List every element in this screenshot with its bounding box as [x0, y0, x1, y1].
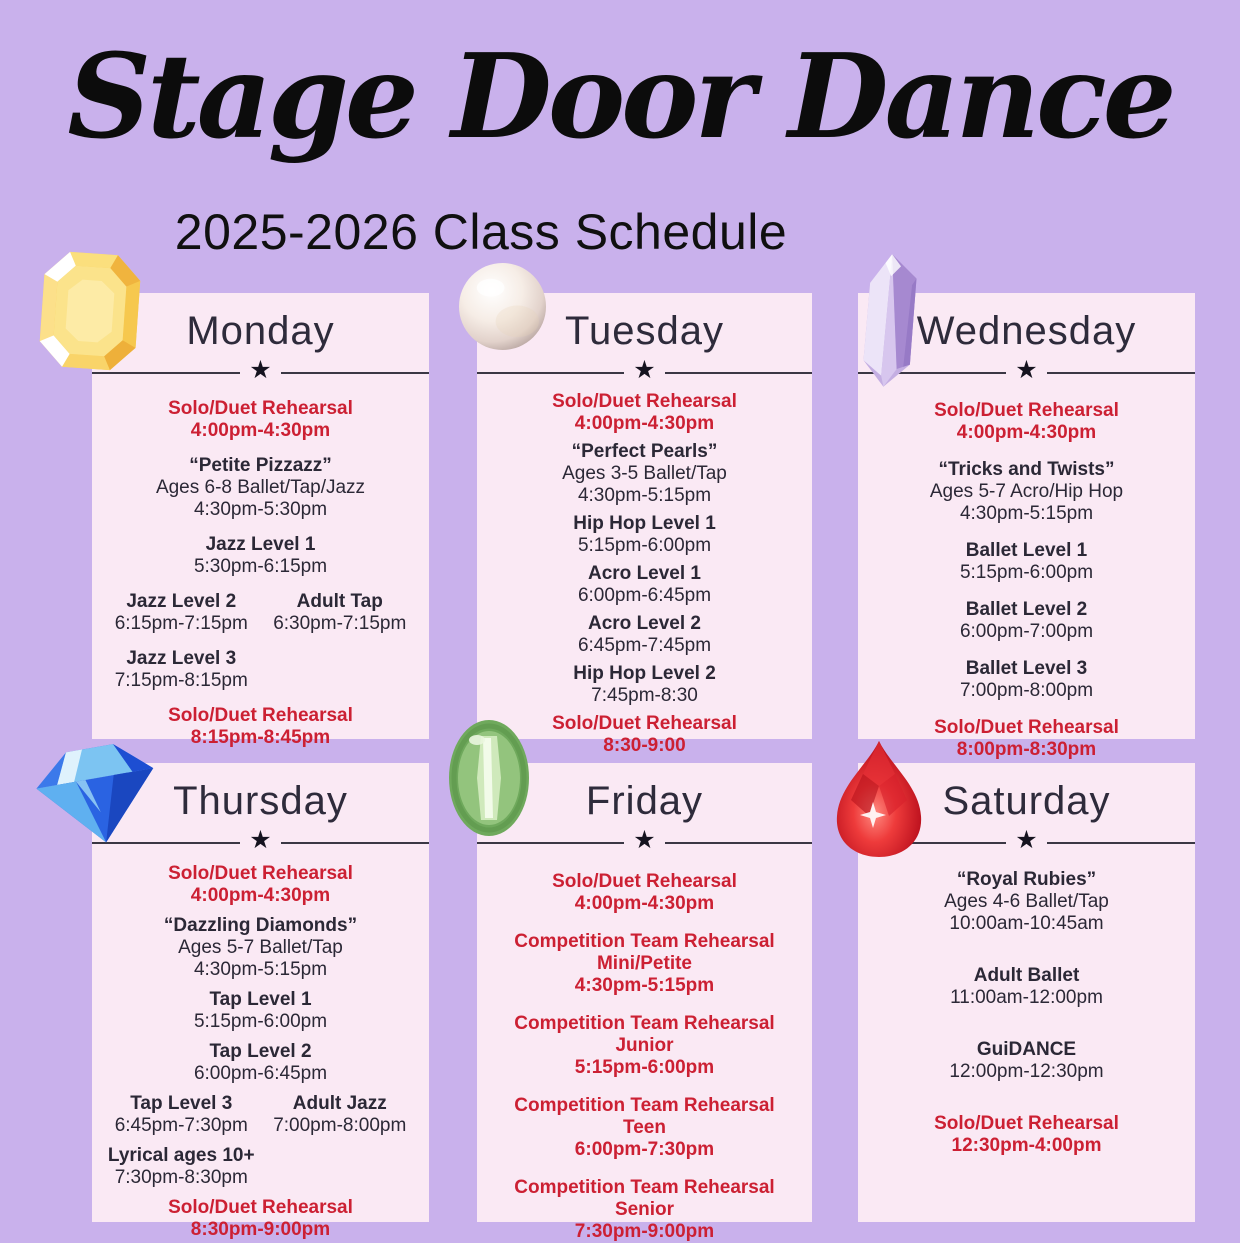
rehearsal-time: 4:00pm-4:30pm — [956, 422, 1097, 443]
rehearsal-name: Competition Team Rehearsal — [514, 1013, 775, 1034]
rehearsal-name: Solo/Duet Rehearsal — [168, 863, 353, 884]
class-entry-row — [102, 1093, 419, 1137]
class-name: Ballet Level 2 — [965, 599, 1088, 620]
class-entry — [868, 869, 1185, 935]
rehearsal-name: Solo/Duet Rehearsal — [552, 713, 737, 734]
class-time: 6:45pm-7:30pm — [114, 1115, 248, 1136]
class-entry — [261, 591, 420, 635]
divider-line — [281, 842, 429, 844]
pearl-icon — [458, 262, 547, 351]
class-time: 6:00pm-6:45pm — [193, 1063, 328, 1084]
class-entry — [102, 1145, 261, 1189]
class-time: 11:00am-12:00pm — [950, 987, 1103, 1008]
class-entry-row — [102, 591, 419, 635]
rehearsal-name: Competition Team Rehearsal — [514, 931, 775, 952]
red-ruby-icon — [833, 738, 925, 860]
class-name: Hip Hop Level 1 — [573, 513, 716, 534]
class-ages: Ages 5-7 Ballet/Tap — [178, 937, 343, 958]
class-ages: Ages 3-5 Ballet/Tap — [562, 463, 727, 484]
class-name: Ballet Level 1 — [965, 540, 1088, 561]
rehearsal-group: Mini/Petite — [596, 953, 692, 974]
rehearsal-time: 4:00pm-4:30pm — [574, 893, 715, 914]
rehearsal-name: Solo/Duet Rehearsal — [168, 705, 353, 726]
schedule-list — [858, 383, 1195, 761]
rehearsal-entry — [487, 1095, 802, 1161]
rehearsal-name: Solo/Duet Rehearsal — [168, 1197, 353, 1218]
schedule-list — [477, 853, 812, 1243]
rehearsal-entry — [487, 871, 802, 915]
star-divider — [477, 356, 812, 384]
divider-line — [1047, 842, 1195, 844]
rehearsal-time: 4:00pm-4:30pm — [574, 413, 715, 434]
class-entry — [102, 1093, 261, 1137]
class-name: “Petite Pizzazz” — [189, 455, 332, 476]
class-entry — [868, 599, 1185, 643]
star-icon: ★ — [633, 356, 656, 384]
class-name: GuiDANCE — [976, 1039, 1077, 1060]
star-icon: ★ — [249, 826, 272, 854]
rehearsal-entry — [868, 1113, 1185, 1157]
blue-diamond-icon — [28, 738, 166, 848]
rehearsal-name: Solo/Duet Rehearsal — [552, 391, 737, 412]
rehearsal-name: Solo/Duet Rehearsal — [168, 398, 353, 419]
star-icon: ★ — [633, 826, 656, 854]
rehearsal-entry — [487, 931, 802, 997]
divider-line — [281, 372, 429, 374]
class-entry — [261, 1093, 420, 1137]
class-time: 12:00pm-12:30pm — [949, 1061, 1104, 1082]
rehearsal-group: Senior — [614, 1199, 675, 1220]
class-entry — [102, 534, 419, 578]
class-time: 4:30pm-5:15pm — [959, 503, 1094, 524]
day-title-friday: Friday — [585, 779, 704, 823]
class-name: Ballet Level 3 — [965, 658, 1088, 679]
class-entry — [102, 1041, 419, 1085]
class-entry — [868, 1039, 1185, 1083]
rehearsal-group: Junior — [615, 1035, 674, 1056]
class-entry — [102, 915, 419, 981]
rehearsal-entry — [487, 391, 802, 435]
day-card-tuesday — [477, 293, 812, 756]
rehearsal-name: Competition Team Rehearsal — [514, 1095, 775, 1116]
class-time: 6:00pm-6:45pm — [577, 585, 712, 606]
class-ages: Ages 4-6 Ballet/Tap — [944, 891, 1109, 912]
class-entry — [868, 965, 1185, 1009]
rehearsal-entry — [487, 713, 802, 757]
class-name: Adult Tap — [296, 591, 383, 612]
divider-line — [665, 842, 812, 844]
rehearsal-time: 6:00pm-7:30pm — [574, 1139, 715, 1160]
rehearsal-time: 7:30pm-9:00pm — [574, 1221, 715, 1242]
rehearsal-time: 4:00pm-4:30pm — [190, 420, 331, 441]
rehearsal-name: Solo/Duet Rehearsal — [552, 871, 737, 892]
class-time: 7:00pm-8:00pm — [959, 680, 1094, 701]
rehearsal-time: 5:15pm-6:00pm — [574, 1057, 715, 1078]
class-ages: Ages 6-8 Ballet/Tap/Jazz — [155, 477, 366, 498]
class-time: 4:30pm-5:15pm — [577, 485, 712, 506]
class-name: Adult Jazz — [292, 1093, 387, 1114]
class-time: 4:30pm-5:30pm — [193, 499, 328, 520]
class-name: Jazz Level 3 — [126, 648, 237, 669]
class-time: 6:15pm-7:15pm — [114, 613, 248, 634]
star-icon: ★ — [249, 356, 272, 384]
schedule-subtitle: 2025-2026 Class Schedule — [174, 204, 788, 260]
class-entry — [868, 540, 1185, 584]
class-time: 5:15pm-6:00pm — [193, 1011, 328, 1032]
class-name: Tap Level 2 — [209, 1041, 312, 1062]
schedule-list — [858, 853, 1195, 1157]
rehearsal-entry — [102, 863, 419, 907]
rehearsal-time: 8:15pm-8:45pm — [190, 727, 331, 748]
day-title-tuesday: Tuesday — [565, 309, 724, 353]
rehearsal-entry — [487, 1177, 802, 1243]
class-time: 7:15pm-8:15pm — [114, 670, 248, 691]
class-entry — [487, 563, 802, 607]
class-entry-empty — [261, 648, 420, 692]
divider-line — [477, 842, 624, 844]
class-name: Acro Level 2 — [588, 613, 701, 634]
class-time: 10:00am-10:45am — [949, 913, 1104, 934]
class-time: 5:15pm-6:00pm — [577, 535, 712, 556]
rehearsal-entry — [102, 398, 419, 442]
class-name: “Royal Rubies” — [956, 869, 1097, 890]
rehearsal-entry — [868, 400, 1185, 444]
class-time: 6:45pm-7:45pm — [577, 635, 712, 656]
class-entry — [102, 591, 261, 635]
class-name: “Perfect Pearls” — [571, 441, 718, 462]
rehearsal-time: 8:30-9:00 — [603, 735, 686, 756]
class-time: 7:00pm-8:00pm — [273, 1115, 407, 1136]
schedule-list — [477, 383, 812, 757]
class-time: 5:15pm-6:00pm — [959, 562, 1094, 583]
class-entry — [487, 513, 802, 557]
class-time: 6:30pm-7:15pm — [273, 613, 407, 634]
class-name: Tap Level 3 — [130, 1093, 233, 1114]
star-divider — [92, 356, 429, 384]
class-entry — [487, 441, 802, 507]
rehearsal-time: 8:00pm-8:30pm — [956, 739, 1097, 760]
green-oval-gem-icon — [447, 718, 531, 838]
schedule-list — [92, 853, 429, 1241]
class-entry-empty — [261, 1145, 420, 1189]
day-title-monday: Monday — [186, 309, 335, 353]
rehearsal-group: Teen — [623, 1117, 666, 1138]
class-name: Jazz Level 2 — [126, 591, 237, 612]
purple-crystal-icon — [844, 252, 936, 390]
rehearsal-name: Solo/Duet Rehearsal — [934, 400, 1119, 421]
rehearsal-entry — [487, 1013, 802, 1079]
day-title-saturday: Saturday — [942, 779, 1111, 823]
class-entry — [102, 989, 419, 1033]
rehearsal-entry — [102, 1197, 419, 1241]
class-name: “Dazzling Diamonds” — [163, 915, 358, 936]
class-entry — [868, 658, 1185, 702]
star-icon: ★ — [1015, 826, 1038, 854]
class-name: Lyrical ages 10+ — [107, 1145, 255, 1166]
class-entry-row — [102, 1145, 419, 1189]
day-title-wednesday: Wednesday — [916, 309, 1137, 353]
class-entry — [487, 663, 802, 707]
class-name: Jazz Level 1 — [205, 534, 316, 555]
class-name: “Tricks and Twists” — [938, 459, 1115, 480]
rehearsal-name: Solo/Duet Rehearsal — [934, 717, 1119, 738]
class-time: 7:30pm-8:30pm — [114, 1167, 248, 1188]
rehearsal-time: 4:00pm-4:30pm — [190, 885, 331, 906]
class-time: 6:00pm-7:00pm — [959, 621, 1094, 642]
class-name: Adult Ballet — [973, 965, 1080, 986]
rehearsal-name: Competition Team Rehearsal — [514, 1177, 775, 1198]
rehearsal-time: 8:30pm-9:00pm — [190, 1219, 331, 1240]
class-ages: Ages 5-7 Acro/Hip Hop — [929, 481, 1124, 502]
class-entry — [487, 613, 802, 657]
class-name: Acro Level 1 — [588, 563, 701, 584]
yellow-emerald-gem-icon — [38, 249, 142, 373]
class-time: 7:45pm-8:30 — [591, 685, 698, 706]
class-entry — [868, 459, 1185, 525]
class-entry — [102, 648, 261, 692]
day-title-thursday: Thursday — [173, 779, 348, 823]
rehearsal-time: 12:30pm-4:00pm — [951, 1135, 1102, 1156]
rehearsal-name: Solo/Duet Rehearsal — [934, 1113, 1119, 1134]
class-time: 5:30pm-6:15pm — [193, 556, 328, 577]
class-name: Hip Hop Level 2 — [573, 663, 716, 684]
studio-title: Stage Door Dance — [67, 29, 1173, 165]
divider-line — [665, 372, 812, 374]
divider-line — [1047, 372, 1195, 374]
class-time: 4:30pm-5:15pm — [193, 959, 328, 980]
class-entry — [102, 455, 419, 521]
star-icon: ★ — [1015, 356, 1038, 384]
rehearsal-time: 4:30pm-5:15pm — [574, 975, 715, 996]
day-card-monday — [92, 293, 429, 748]
class-entry-row — [102, 648, 419, 692]
divider-line — [92, 372, 240, 374]
class-name: Tap Level 1 — [209, 989, 312, 1010]
schedule-list — [92, 383, 429, 749]
divider-line — [477, 372, 624, 374]
